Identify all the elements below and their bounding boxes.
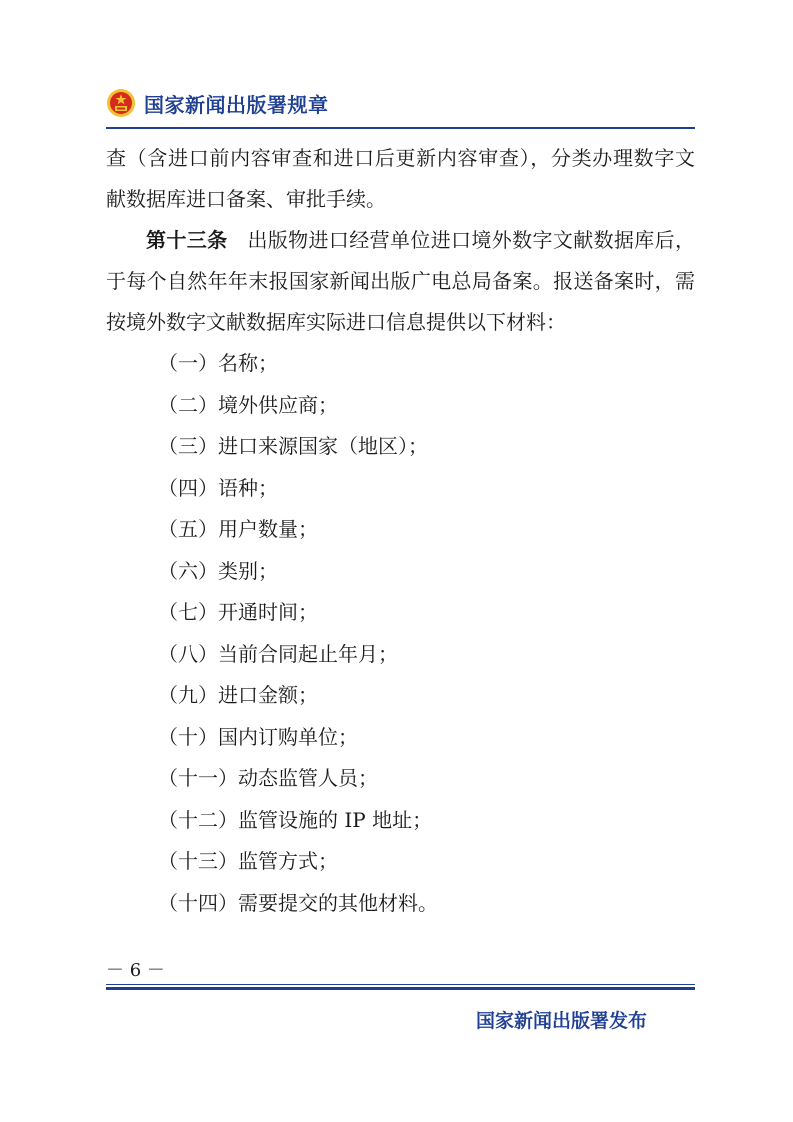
document-body <box>106 138 695 924</box>
list-item: （十四）需要提交的其他材料。 <box>158 890 438 915</box>
list-item: （十一）动态监管人员； <box>158 766 378 790</box>
header-title: 国家新闻出版署规章 <box>144 92 329 117</box>
footer-publisher: 国家新闻出版署发布 <box>475 1010 647 1032</box>
article-heading: 第十三条 <box>146 228 228 252</box>
list-item: （五）用户数量； <box>158 517 318 541</box>
article-paragraph <box>106 220 695 343</box>
footer-rule <box>106 987 695 990</box>
article-text: 出版物进口经营单位进口境外数字文献数据库后，于每个自然年年末报国家新闻出版广电总局备案。报送备案时，需按境外数字文献数据库实际进口信息提供以下材料： <box>106 228 696 334</box>
page-number: － 6 － <box>106 960 165 981</box>
header-rule <box>106 127 695 129</box>
page-header <box>106 84 329 122</box>
list-item: （十二）监管设施的 IP 地址； <box>158 807 433 832</box>
list-item: （一）名称； <box>158 351 278 375</box>
list-item: （四）语种； <box>158 475 278 500</box>
footer-rule-thin <box>106 984 695 985</box>
national-emblem-icon <box>106 88 136 118</box>
list-item: （六）类别； <box>158 558 278 583</box>
materials-list <box>106 343 695 924</box>
list-item: （十三）监管方式； <box>158 849 338 873</box>
continuation-paragraph: 查（含进口前内容审查和进口后更新内容审查），分类办理数字文献数据库进口备案、审批手续。 <box>106 146 695 211</box>
list-item: （三）进口来源国家（地区）； <box>158 434 428 458</box>
list-item: （十）国内订购单位； <box>158 724 358 749</box>
list-item: （七）开通时间； <box>158 600 318 624</box>
list-item: （八）当前合同起止年月； <box>158 641 398 666</box>
list-item: （二）境外供应商； <box>158 392 338 417</box>
list-item: （九）进口金额； <box>158 683 318 707</box>
